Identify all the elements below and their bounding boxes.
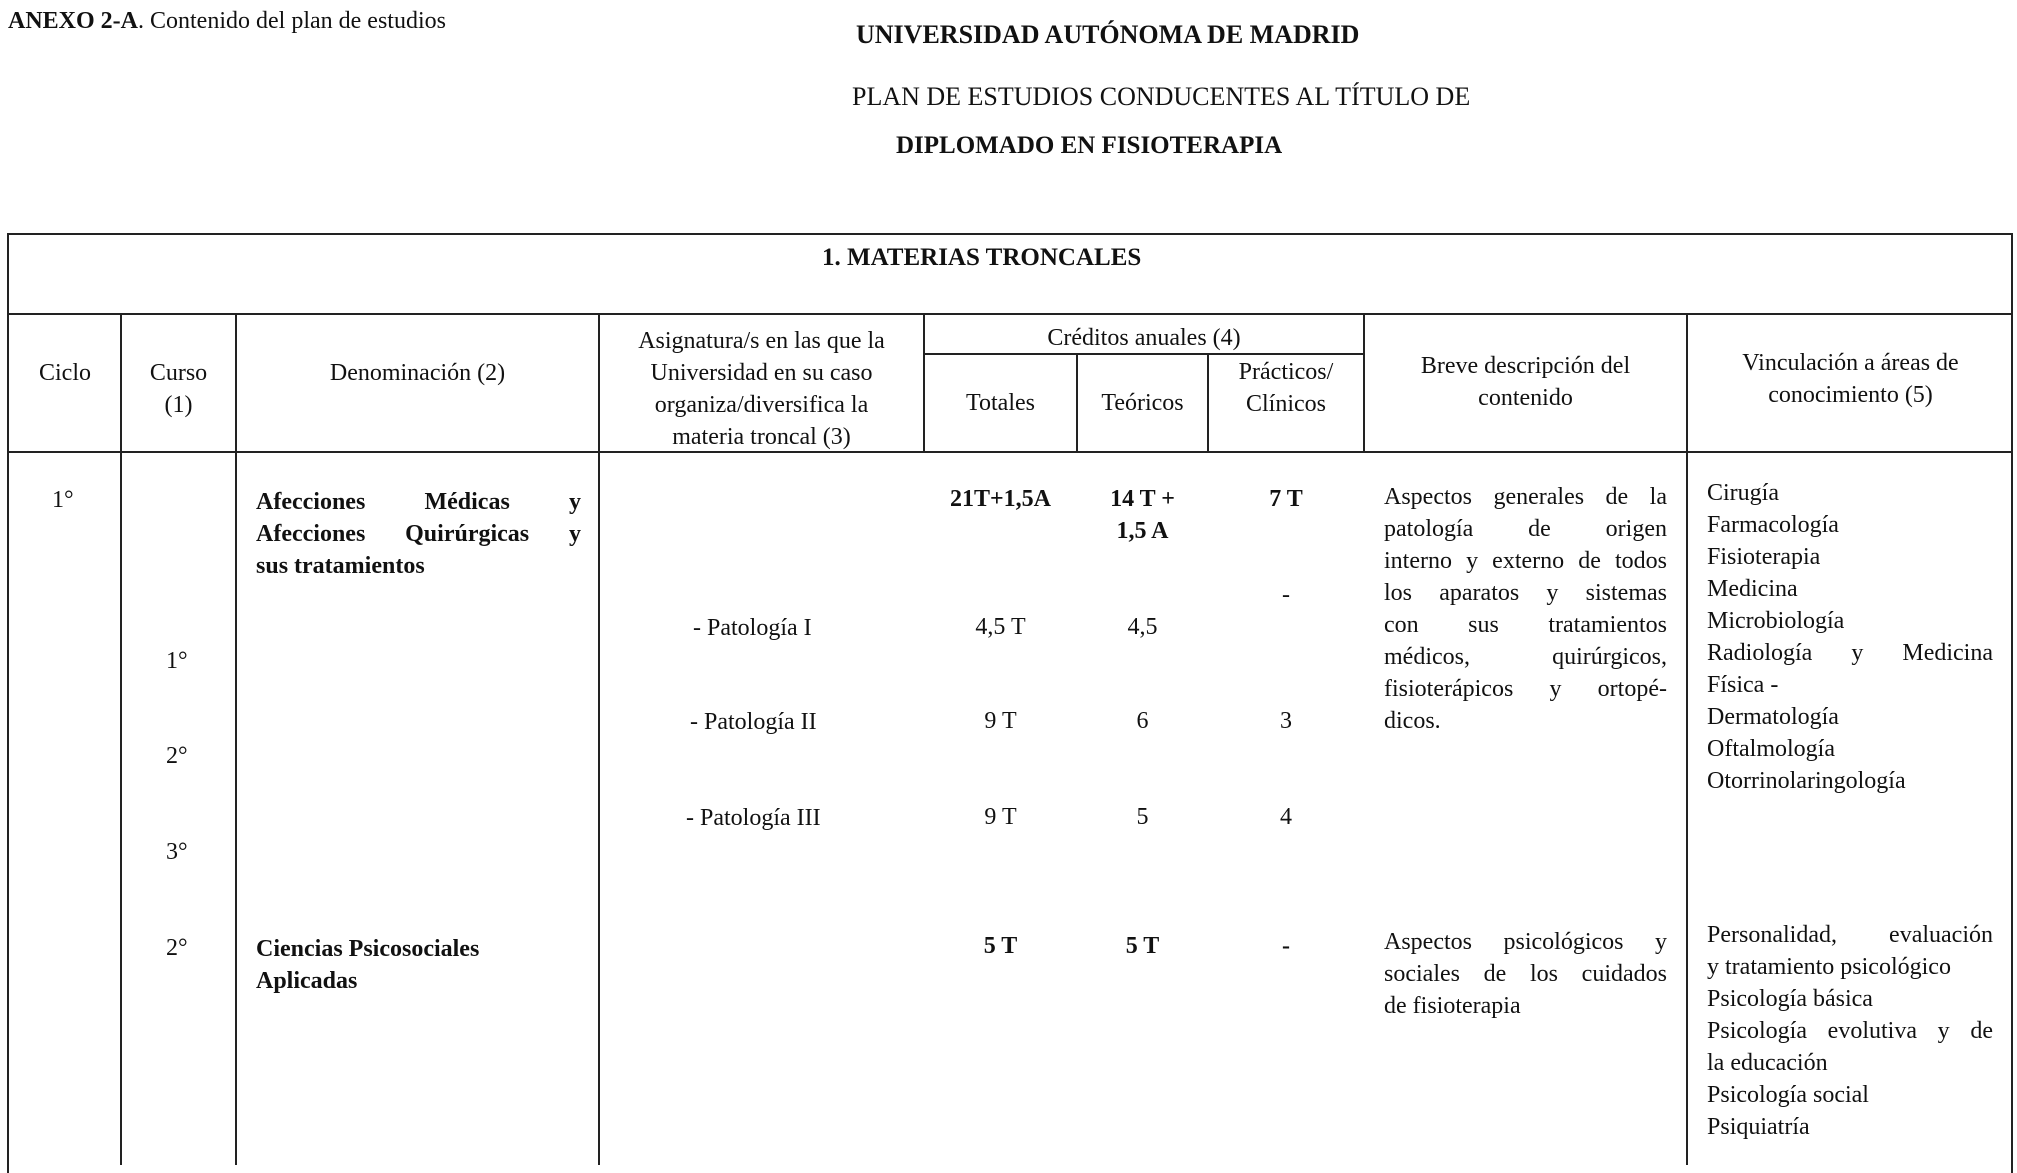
row2-totales: 5 T — [983, 933, 1018, 959]
row2-practicos: - — [1282, 933, 1290, 959]
subject-totales: 4,5 T — [975, 614, 1026, 640]
area-item: Oftalmología — [1707, 736, 1835, 762]
area-item: Psiquiatría — [1707, 1114, 1810, 1140]
area-item: Psicología evolutiva y de — [1707, 1018, 1993, 1044]
header-curso-line1: Curso — [149, 360, 208, 386]
subject-totales: 9 T — [984, 804, 1017, 830]
row1-den-line2 — [256, 518, 581, 550]
desc-line: con sus tratamientos — [1384, 612, 1667, 638]
subject-curso: 1° — [166, 648, 188, 674]
area-item: Personalidad, evaluación — [1707, 922, 1993, 948]
row1-denominacion — [256, 486, 581, 582]
row1-areas — [1707, 477, 1993, 797]
header-asignaturas — [600, 325, 923, 453]
subject-totales: 9 T — [984, 708, 1017, 734]
row1-den-word: Quirúrgicas — [405, 521, 530, 547]
desc-line: patología de origen — [1384, 516, 1667, 542]
area-item: Física - — [1707, 672, 1779, 698]
header-practicos-line2: Clínicos — [1245, 391, 1326, 417]
rule-section — [7, 313, 2013, 315]
row2-teoricos: 5 T — [1125, 933, 1160, 959]
row1-den-line3: sus tratamientos — [256, 553, 425, 579]
subject-curso: 3° — [166, 839, 188, 865]
annex-label: ANEXO 2-A — [8, 8, 138, 34]
row1-den-word: y — [568, 521, 581, 547]
section-title: 1. MATERIAS TRONCALES — [822, 244, 1142, 271]
desc-line: médicos, quirúrgicos, — [1384, 644, 1667, 670]
area-item: Microbiología — [1707, 608, 1845, 634]
header-vinculacion-line2: conocimiento (5) — [1768, 382, 1933, 408]
area-item: Cirugía — [1707, 480, 1779, 506]
header-curso — [122, 357, 235, 421]
rule-col-1 — [120, 313, 122, 1165]
row1-den-line1 — [256, 486, 581, 518]
header-totales: Totales — [966, 390, 1035, 416]
area-item: Otorrinolaringología — [1707, 768, 1906, 794]
row1-teoricos-line2: 1,5 A — [1116, 518, 1169, 544]
header-vinculacion-line1: Vinculación a áreas de — [1742, 350, 1959, 376]
header-asignaturas-line1: Asignatura/s en las que la — [638, 328, 885, 354]
subject-teoricos: 4,5 — [1127, 614, 1158, 640]
row2-areas — [1707, 919, 1993, 1143]
row2-descripcion — [1384, 926, 1667, 1022]
subject-name: - Patología I — [693, 615, 812, 641]
area-item: Psicología social — [1707, 1082, 1869, 1108]
header-practicos-line1: Prácticos/ — [1238, 359, 1334, 385]
header-asignaturas-line3: organiza/diversifica la — [654, 392, 869, 418]
row1-ciclo: 1° — [52, 487, 74, 513]
annex-text: . Contenido del plan de estudios — [138, 8, 446, 34]
header-denominacion: Denominación (2) — [329, 360, 506, 386]
header-teoricos: Teóricos — [1101, 390, 1184, 416]
area-item: Fisioterapia — [1707, 544, 1821, 570]
row2-denominacion — [256, 933, 479, 997]
row2-curso: 2° — [166, 935, 188, 961]
row1-practicos: 7 T — [1269, 486, 1303, 512]
desc-line: sociales de los cuidados — [1384, 961, 1667, 987]
subject-teoricos: 5 — [1136, 804, 1149, 830]
plan-line: PLAN DE ESTUDIOS CONDUCENTES AL TÍTULO DE — [852, 82, 1471, 111]
header-creditos: Créditos anuales (4) — [1047, 325, 1241, 351]
desc-line: fisioterápicos y ortopé- — [1384, 676, 1667, 702]
header-descripcion-line2: contenido — [1478, 385, 1573, 411]
university-title: UNIVERSIDAD AUTÓNOMA DE MADRID — [856, 20, 1360, 49]
row1-den-word: Afecciones — [256, 521, 366, 547]
header-ciclo: Ciclo — [39, 360, 91, 386]
desc-line: dicos. — [1384, 708, 1441, 734]
header-asignaturas-line4: materia troncal (3) — [672, 424, 851, 450]
area-item: y tratamiento psicológico — [1707, 954, 1951, 980]
area-item: Farmacología — [1707, 512, 1839, 538]
header-descripcion — [1365, 350, 1686, 414]
subject-curso: 2° — [166, 743, 188, 769]
annex-heading — [8, 8, 446, 35]
row1-teoricos — [1078, 483, 1207, 547]
degree-title: DIPLOMADO EN FISIOTERAPIA — [896, 132, 1283, 159]
header-asignaturas-line2: Universidad en su caso — [650, 360, 873, 386]
area-item: Medicina — [1707, 576, 1798, 602]
subject-name: - Patología III — [686, 805, 821, 831]
area-item: Dermatología — [1707, 704, 1839, 730]
area-item: Psicología básica — [1707, 986, 1873, 1012]
row1-teoricos-line1: 14 T + — [1110, 486, 1175, 512]
row1-den-word: Afecciones — [256, 489, 366, 515]
row2-den-line2: Aplicadas — [256, 968, 358, 994]
subject-name: - Patología II — [690, 709, 817, 735]
area-item: Radiología y Medicina — [1707, 640, 1993, 666]
row1-totales: 21T+1,5A — [949, 486, 1051, 512]
row1-practicos-dash: - — [1282, 582, 1290, 608]
desc-line: Aspectos generales de la — [1384, 484, 1667, 510]
area-item: la educación — [1707, 1050, 1828, 1076]
header-descripcion-line1: Breve descripción del — [1420, 353, 1631, 379]
desc-line: Aspectos psicológicos y — [1384, 929, 1667, 955]
rule-col-2 — [235, 313, 237, 1165]
rule-header-bottom — [7, 451, 2013, 453]
desc-line: interno y externo de todos — [1384, 548, 1667, 574]
subject-teoricos: 6 — [1136, 708, 1149, 734]
header-curso-line2: (1) — [164, 392, 193, 418]
desc-line: de fisioterapia — [1384, 993, 1521, 1019]
header-practicos — [1209, 356, 1363, 420]
row1-descripcion — [1384, 481, 1667, 737]
row1-den-word: y — [568, 489, 581, 515]
subject-practicos: 3 — [1280, 708, 1292, 734]
row1-den-word: Médicas — [424, 489, 510, 515]
subject-practicos: 4 — [1280, 804, 1292, 830]
header-vinculacion — [1688, 347, 2013, 411]
rule-col-8 — [1686, 313, 1688, 1165]
desc-line: los aparatos y sistemas — [1384, 580, 1667, 606]
row2-den-line1: Ciencias Psicosociales — [256, 936, 480, 962]
